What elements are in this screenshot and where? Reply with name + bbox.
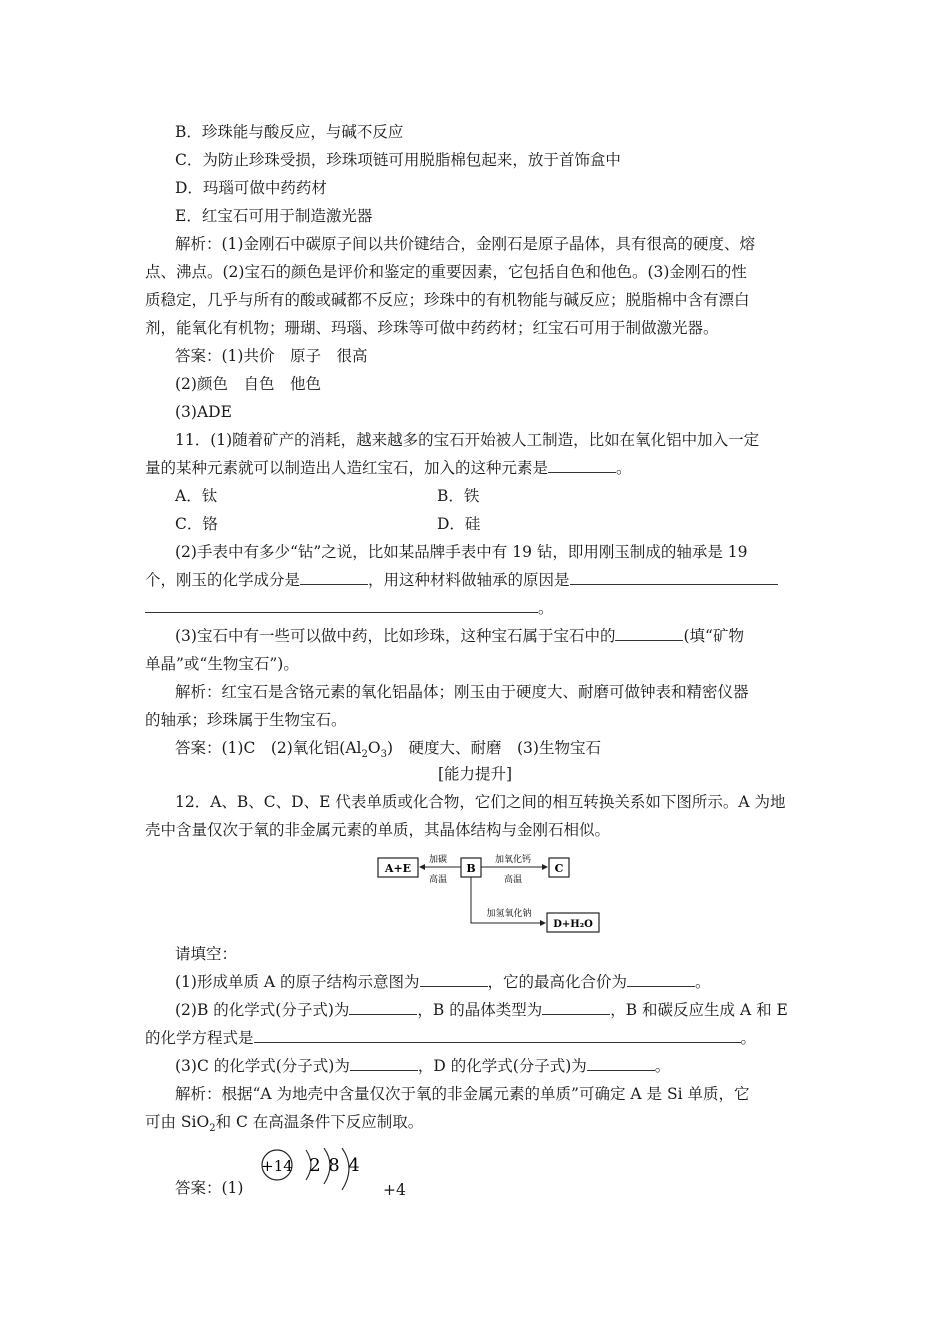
- option-b-iron: B．铁: [437, 487, 480, 505]
- subscript: 2: [361, 749, 368, 761]
- explanation-12-text-b: 和 C 在高温条件下反应制取。: [215, 1113, 424, 1131]
- shell-1-electrons: 2: [309, 1155, 321, 1176]
- shell-3-electrons: 4: [348, 1155, 360, 1176]
- period: 。: [740, 1029, 757, 1047]
- box-c-label: C: [554, 862, 564, 875]
- question-11-line-6-text: (3)宝石中有一些可以做中药，比如珍珠，这种宝石属于宝石中的: [175, 627, 616, 645]
- period: 。: [654, 1057, 671, 1075]
- period: 。: [538, 599, 554, 617]
- part-1-text-b: ，它的最高化合价为: [487, 973, 628, 991]
- explanation-10-line-3: 质稳定，几乎与所有的酸或碱都不反应；珍珠中的有机物能与碱反应；脱脂棉中含有漂白: [145, 291, 750, 309]
- explanation-12-text-a: 可由 SiO: [145, 1113, 210, 1131]
- option-b: B．珍珠能与酸反应，与碱不反应: [175, 123, 404, 141]
- question-11-line-4-text-a: 个，刚玉的化学成分是: [145, 571, 301, 589]
- part-1-text-a: (1)形成单质 A 的原子结构示意图为: [175, 973, 420, 991]
- explanation-12-line-2: [145, 1112, 424, 1135]
- question-11-line-5: [145, 598, 554, 618]
- part-1: [175, 972, 711, 992]
- shell-2-electrons: 8: [328, 1155, 340, 1176]
- option-d-silicon: D．硅: [437, 515, 481, 533]
- question-11-line-4: [145, 570, 778, 590]
- question-11-line-6-text-b: (填“矿物: [683, 627, 744, 645]
- section-heading: [能力提升]: [437, 765, 513, 783]
- part-3-text-b: ，D 的化学式(分子式)为: [417, 1057, 587, 1075]
- question-11-line-3: (2)手表中有多少“钻”之说，比如某品牌手表中有 19 钻，即用刚玉制成的轴承是 19: [175, 543, 748, 561]
- label-high-temp-2: 高温: [503, 875, 523, 885]
- part-2-line-2: [145, 1028, 756, 1048]
- question-11-line-7: 单晶”或“生物宝石”)。: [145, 655, 299, 673]
- subscript: 3: [380, 749, 387, 761]
- box-d-h2o-label: D+H₂O: [553, 919, 593, 930]
- period: 。: [695, 973, 711, 991]
- label-add-carbon: 加碳: [428, 855, 448, 865]
- answer-blank: [254, 1028, 741, 1043]
- answer-blank: [145, 598, 538, 613]
- explanation-10-line-2: 点、沸点。(2)宝石的颜色是评价和鉴定的重要因素，它包括自色和他色。(3)金刚石的性: [145, 263, 747, 281]
- part-3-text-a: (3)C 的化学式(分子式)为: [175, 1057, 350, 1075]
- answer-blank: [542, 1000, 610, 1015]
- part-2-text-c: ，B 和碳反应生成 A 和 E: [610, 1001, 788, 1019]
- option-d: D．玛瑙可做中药药材: [175, 179, 327, 197]
- answer-blank: [570, 570, 778, 585]
- answer-blank: [615, 626, 683, 641]
- conversion-diagram: [375, 850, 605, 940]
- explanation-11-line-2: 的轴承；珍珠属于生物宝石。: [145, 711, 347, 729]
- question-11-line-1: 11．(1)随着矿产的消耗，越来越多的宝石开始被人工制造，比如在氧化铝中加入一定: [175, 431, 760, 449]
- part-2-line-1: [175, 1000, 788, 1020]
- explanation-10-line-1: 解析：(1)金刚石中碳原子间以共价键结合，金刚石是原子晶体，具有很高的硬度、熔: [175, 235, 755, 253]
- answer-blank: [349, 1000, 417, 1015]
- answer-blank: [420, 972, 488, 987]
- answer-10-line-2: (2)颜色 自色 他色: [175, 375, 321, 393]
- silicon-atom-structure-diagram: [258, 1148, 378, 1196]
- answer-blank: [350, 1056, 418, 1071]
- fill-prompt: 请填空：: [175, 945, 238, 963]
- option-c: C．为防止珍珠受损，珍珠项链可用脱脂棉包起来，放于首饰盒中: [175, 151, 621, 169]
- part-2-text-a: (2)B 的化学式(分子式)为: [175, 1001, 350, 1019]
- question-11-line-4-text-b: ，用这种材料做轴承的原因是: [368, 571, 570, 589]
- box-b-label: B: [466, 862, 476, 875]
- question-12-line-2: 壳中含量仅次于氧的非金属元素的单质，其晶体结构与金刚石相似。: [145, 821, 611, 839]
- part-2-text-b: ，B 的晶体类型为: [417, 1001, 543, 1019]
- answer-blank: [548, 458, 616, 473]
- option-c-chromium: C．铬: [175, 515, 218, 533]
- label-add-naoh: 加氢氧化钠: [486, 909, 532, 919]
- answer-11-text-b: ) 硬度大、耐磨 (3)生物宝石: [386, 739, 601, 757]
- question-11-line-2-text: 量的某种元素就可以制造出人造红宝石，加入的这种元素是: [145, 459, 549, 477]
- answer-blank: [300, 570, 368, 585]
- answer-11: [175, 738, 601, 761]
- option-e: E．红宝石可用于制造激光器: [175, 207, 373, 225]
- explanation-12-line-1: 解析：根据“A 为地壳中含量仅次于氧的非金属元素的单质”可确定 A 是 Si 单质，它: [175, 1085, 750, 1103]
- period: 。: [616, 459, 632, 477]
- label-high-temp-1: 高温: [428, 875, 448, 885]
- part-2-line-2-text: 的化学方程式是: [145, 1029, 254, 1047]
- question-11-line-2: [145, 458, 632, 478]
- explanation-10-line-4: 剂，能氧化有机物；珊瑚、玛瑙、珍珠等可做中药药材；红宝石可用于制做激光器。: [145, 319, 719, 337]
- part-3: [175, 1056, 670, 1076]
- answer-11-oxygen: O: [367, 739, 381, 757]
- explanation-11-line-1: 解析：红宝石是含铬元素的氧化铝晶体；刚玉由于硬度大、耐磨可做钟表和精密仪器: [175, 683, 749, 701]
- option-a-titanium: A．钛: [175, 487, 218, 505]
- answer-12-label: 答案：(1): [175, 1179, 244, 1197]
- label-add-cao: 加氧化钙: [494, 855, 532, 865]
- highest-valence: +4: [383, 1181, 406, 1199]
- box-a-e-label: A+E: [384, 862, 412, 875]
- answer-10-line-1: 答案：(1)共价 原子 很高: [175, 347, 368, 365]
- answer-10-line-3: (3)ADE: [175, 403, 232, 421]
- answer-blank: [587, 1056, 655, 1071]
- answer-11-text-a: 答案：(1)C (2)氧化铝(Al: [175, 739, 362, 757]
- nucleus-charge: +14: [261, 1157, 293, 1175]
- subscript: 2: [209, 1123, 216, 1135]
- answer-blank: [627, 972, 695, 987]
- question-11-line-6: [175, 626, 744, 646]
- question-12-line-1: 12．A、B、C、D、E 代表单质或化合物，它们之间的相互转换关系如下图所示。A 为地: [175, 793, 786, 811]
